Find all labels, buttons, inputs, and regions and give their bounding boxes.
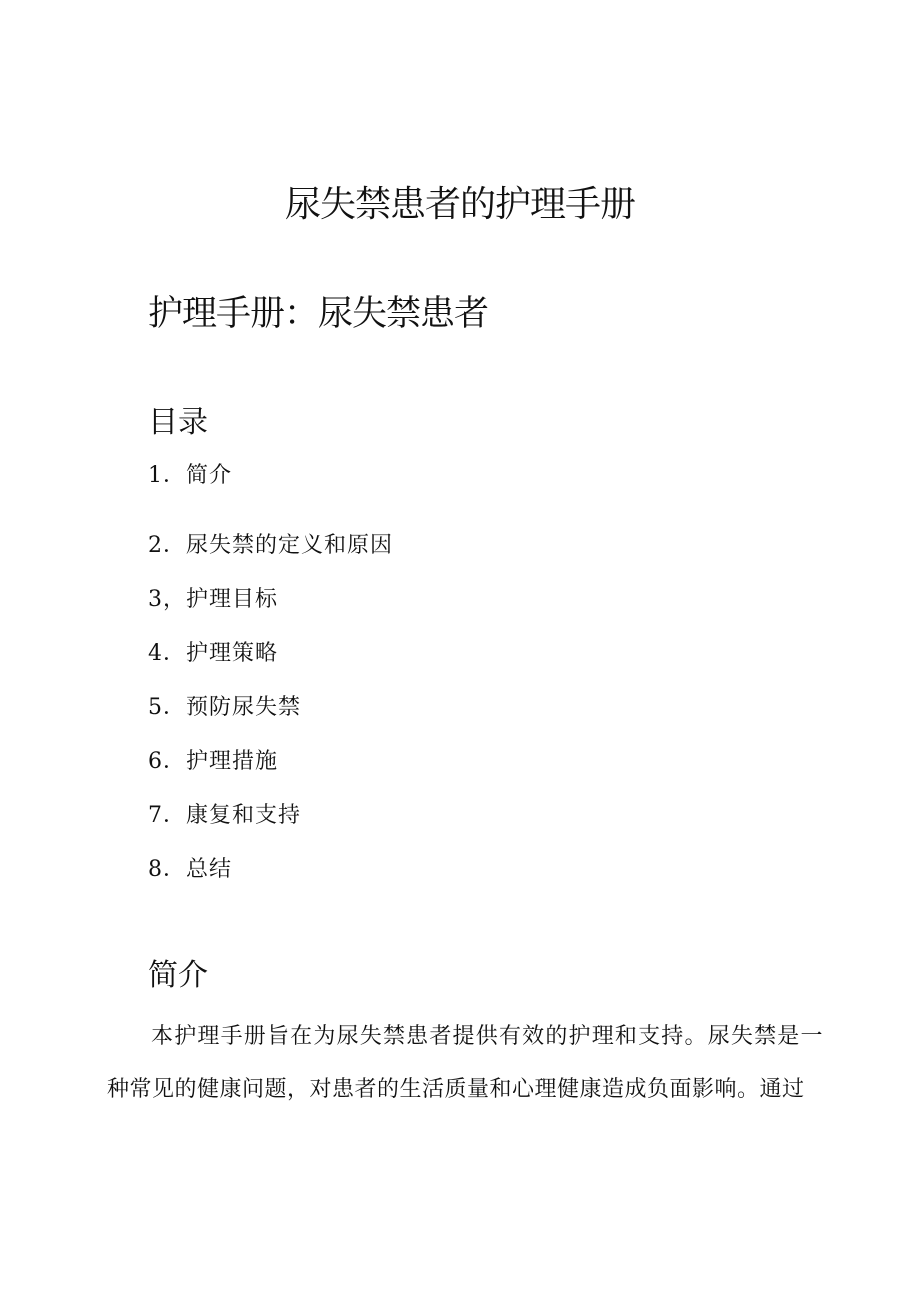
intro-heading: 简介: [148, 958, 208, 993]
toc-item-measures: 6．护理措施: [148, 749, 278, 774]
document-title: 尿失禁患者的护理手册: [284, 184, 635, 225]
section-heading: 护理手册：尿失禁患者: [148, 294, 489, 334]
toc-item-definition: 2．尿失禁的定义和原因: [148, 533, 393, 558]
toc-item-summary: 8．总结: [148, 857, 232, 882]
toc-item-goals: 3，护理目标: [148, 587, 278, 612]
toc-item-intro: 1．简介: [148, 463, 232, 488]
toc-item-strategies: 4．护理策略: [148, 641, 278, 666]
toc-item-prevention: 5．预防尿失禁: [148, 695, 301, 720]
toc-item-rehab: 7．康复和支持: [148, 803, 301, 828]
toc-heading: 目录: [148, 405, 208, 440]
intro-paragraph: 本护理手册旨在为尿失禁患者提供有效的护理和支持。尿失禁是一种常见的健康问题，对患者的生活质量和心理健康造成负面影响。通过: [107, 1024, 823, 1102]
